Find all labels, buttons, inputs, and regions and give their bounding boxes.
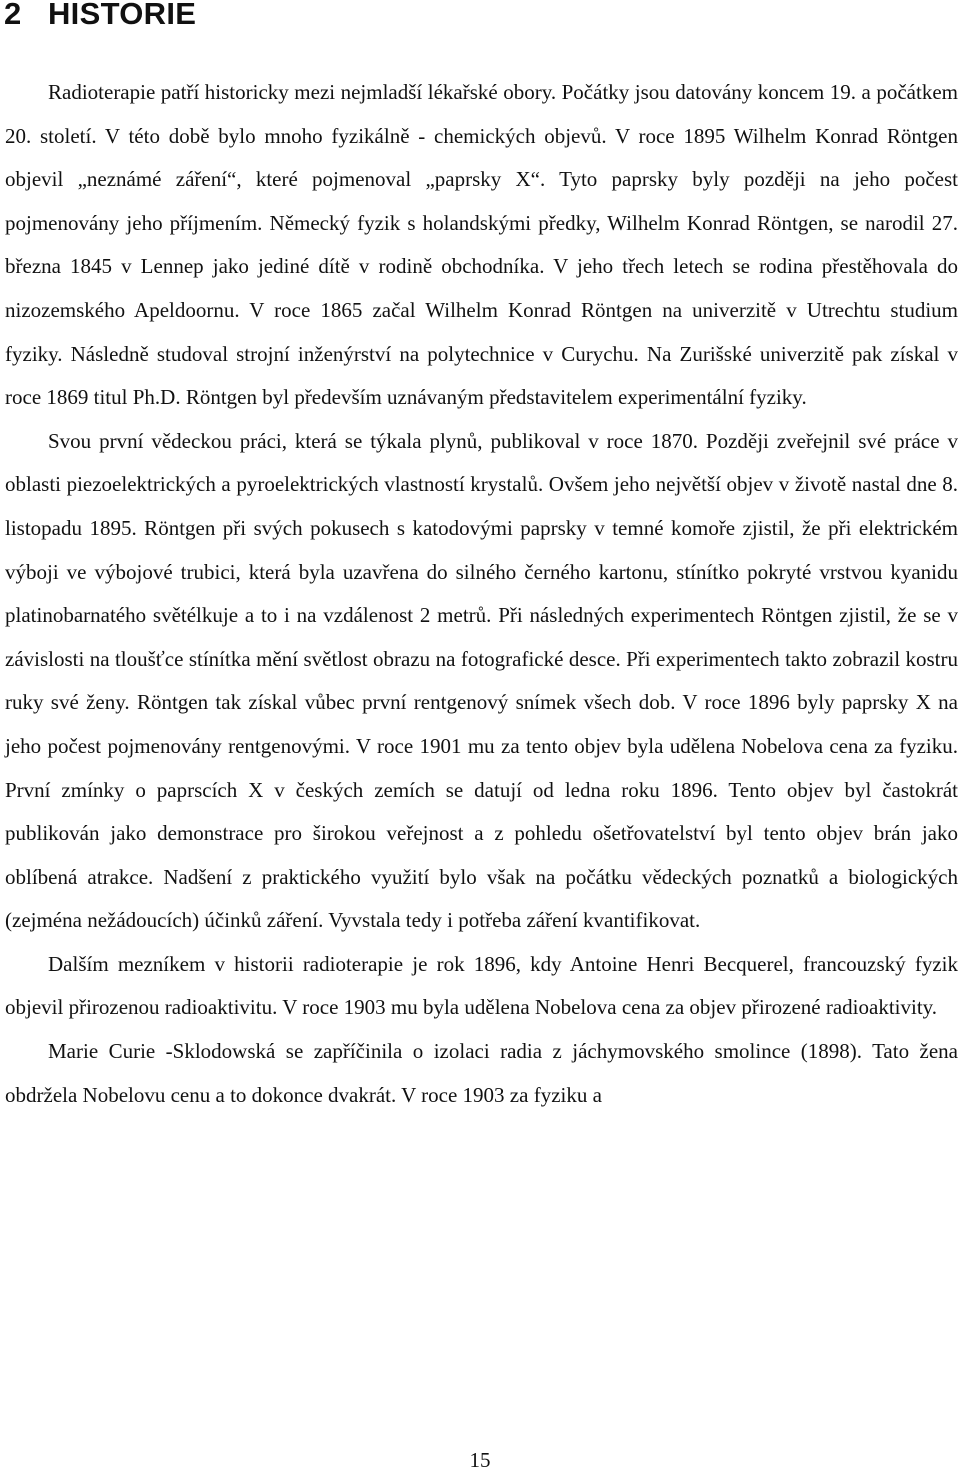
chapter-heading (4, 0, 196, 34)
page-number: 15 (469, 1448, 491, 1472)
body-text (5, 71, 958, 1117)
paragraph: Marie Curie -Sklodowská se zapříčinila o izolaci radia z jáchymovského smolince (1898). Tato žena obdržela Nobelovu cenu a to dokonce dvakrát. V roce 1903 za fyziku a (5, 1039, 958, 1107)
chapter-title: HISTORIE (48, 0, 197, 31)
paragraph: Dalším mezníkem v historii radioterapie je rok 1896, kdy Antoine Henri Becquerel, francouzský fyzik objevil přirozenou radioaktivitu. V roce 1903 mu byla udělena Nobelova cena za objev přirozené radioaktivity. (5, 951, 958, 1020)
paragraph: Radioterapie patří historicky mezi nejmladší lékařské obory. Počátky jsou datovány koncem 19. a počátkem 20. století. V této době bylo mnoho fyzikálně - chemických objevů. V roce 1895 Wilhelm Konrad Röntgen objevil „neznámé záření“, které pojmenoval „paprsky X“. Tyto paprsky byly později na jeho počest pojmenovány jeho příjmením. Německý fyzik s holandskými předky, Wilhelm Konrad Röntgen, se narodil 27. března 1845 v Lennep jako jediné dítě v rodině obchodníka. V jeho třech letech se rodina přestěhovala do nizozemského Apeldoornu. V roce 1865 začal Wilhelm Konrad Röntgen na univerzitě v Utrechtu studium fyziky. Následně studoval strojní inženýrství na polytechnice v Curychu. Na Zurišské univerzitě pak získal v roce 1869 titul Ph.D. Röntgen byl především uznávaným představitelem experimentální fyziky. (5, 80, 958, 410)
paragraph: Svou první vědeckou práci, která se týkala plynů, publikoval v roce 1870. Později zveřejnil své práce v oblasti piezoelektrických a pyroelektrických vlastností krystalů. Ovšem jeho největší objev v životě nastal dne 8. listopadu 1895. Röntgen při svých pokusech s katodovými paprsky v temné komoře zjistil, že při elektrickém výboji ve výbojové trubici, která byla uzavřena do silného černého kartonu, stínítko pokryté vrstvou kyanidu platinobarnatého světélkuje a to i na vzdálenost 2 metrů. Při následných experimentech Röntgen zjistil, že se v závislosti na tloušťce stínítka mění světlost obrazu na fotografické desce. Při experimentech takto zobrazil kostru ruky své ženy. Röntgen tak získal vůbec první rentgenový snímek všech dob. V roce 1896 byly paprsky X na jeho počest pojmenovány rentgenovými. V roce 1901 mu za tento objev byla udělena Nobelova cena za fyziku. První zmínky o paprscích X v českých zemích se datují od ledna roku 1896. Tento objev byl častokrát publikován jako demonstrace pro širokou veřejnost a z pohledu ošetřovatelství byl tento objev brán jako oblíbená atrakce. Nadšení z praktického využití bylo však na počátku vědeckých poznatků a biologických (zejména nežádoucích) účinků záření. Vyvstala tedy i potřeba záření kvantifikovat. (5, 428, 958, 933)
chapter-number: 2 (4, 0, 22, 31)
